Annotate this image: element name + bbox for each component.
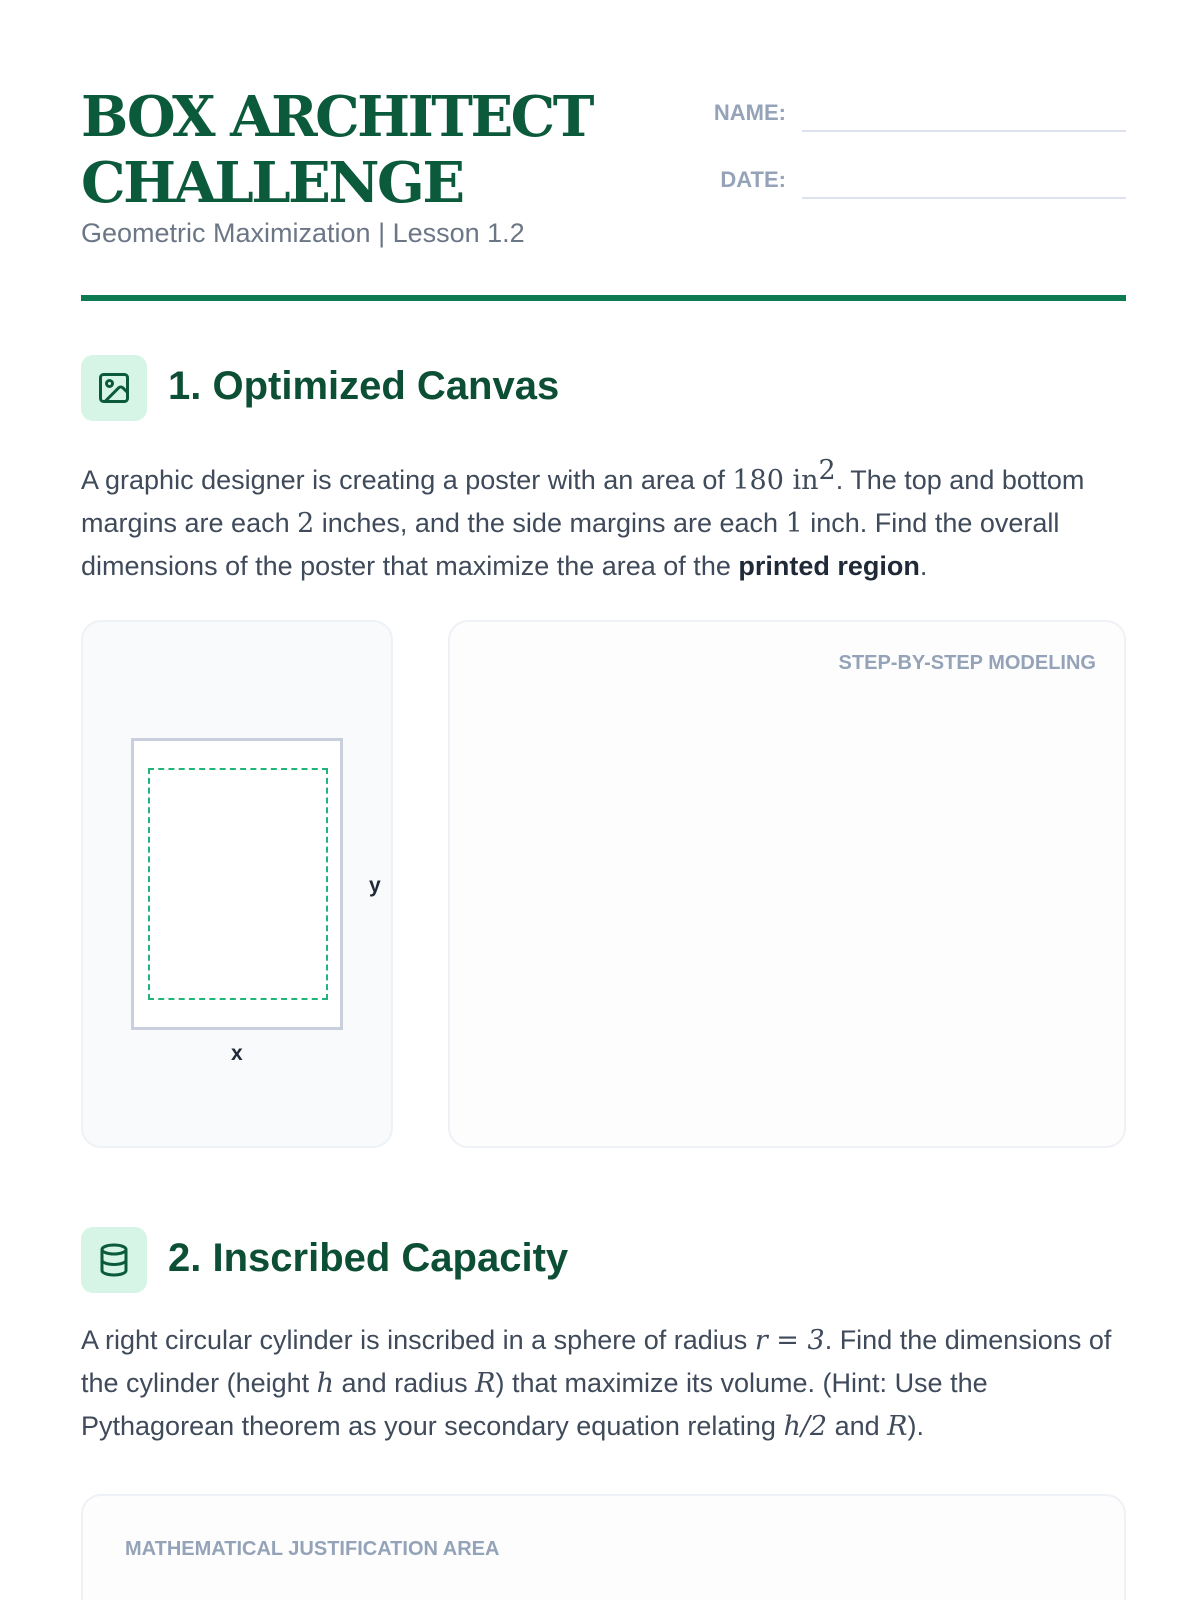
image-icon xyxy=(81,355,147,421)
database-icon xyxy=(81,1227,147,1293)
s2-text-e: and xyxy=(827,1411,888,1441)
s1-text-e: . xyxy=(919,551,928,581)
height-variable: h xyxy=(316,1368,335,1399)
modeling-area-label: STEP-BY-STEP MODELING xyxy=(838,652,1096,674)
s2-text-f: ). xyxy=(907,1411,925,1441)
radius-equation: r = 3 xyxy=(754,1325,825,1356)
s1-text-c: inches, and the side margins are each xyxy=(314,508,786,538)
justification-area-label: MATHEMATICAL JUSTIFICATION AREA xyxy=(125,1538,500,1560)
date-field[interactable] xyxy=(690,157,1126,203)
poster-outline xyxy=(131,738,343,1030)
s2-text-d: ) that maximize its volume. (Hint: Use the Pythagorean theorem as your secondary equation relating xyxy=(81,1368,988,1441)
name-label: NAME: xyxy=(713,100,786,125)
section-1-problem xyxy=(81,449,1131,588)
step-by-step-modeling-area[interactable] xyxy=(448,620,1126,1148)
s2-text-a: A right circular cylinder is inscribed in a sphere of radius xyxy=(81,1325,755,1355)
area-exponent: 2 xyxy=(818,455,836,486)
mathematical-justification-area[interactable] xyxy=(81,1494,1126,1600)
radius-variable: R xyxy=(475,1368,496,1399)
date-label: DATE: xyxy=(720,167,786,192)
printed-region-phrase: printed region xyxy=(738,551,920,581)
name-line[interactable] xyxy=(802,130,1126,132)
s1-text-d: inch. Find the overall dimensions of the poster that maximize the area of the xyxy=(81,508,1060,581)
side-margin-value: 1 xyxy=(785,508,803,539)
s1-text-b: . The top and bottom margins are each xyxy=(81,465,1085,538)
top-margin-value: 2 xyxy=(297,508,315,539)
worksheet-title xyxy=(81,84,641,216)
section-2-problem xyxy=(81,1319,1131,1448)
section-2-title: 2. Inscribed Capacity xyxy=(168,1236,569,1280)
half-height-expression: h/2 xyxy=(783,1411,828,1442)
poster-figure-panel xyxy=(81,620,393,1148)
area-value: 180 in xyxy=(732,465,819,496)
date-line[interactable] xyxy=(802,197,1126,199)
title-line-2: CHALLENGE xyxy=(81,150,463,216)
s1-text-a: A graphic designer is creating a poster with an area of xyxy=(81,465,733,495)
title-line-1: BOX ARCHITECT xyxy=(81,84,592,150)
s2-text-b: . Find the dimensions of the cylinder (height xyxy=(81,1325,1112,1398)
dimension-label-x: x xyxy=(231,1042,243,1065)
dimension-label-y: y xyxy=(369,874,381,897)
radius-variable-2: R xyxy=(887,1411,908,1442)
s2-text-c: and radius xyxy=(334,1368,476,1398)
worksheet-subtitle: Geometric Maximization | Lesson 1.2 xyxy=(81,218,525,248)
header-divider xyxy=(81,295,1126,301)
printed-region-outline xyxy=(148,768,328,1000)
section-1-title: 1. Optimized Canvas xyxy=(168,364,560,408)
name-field[interactable] xyxy=(690,90,1126,136)
